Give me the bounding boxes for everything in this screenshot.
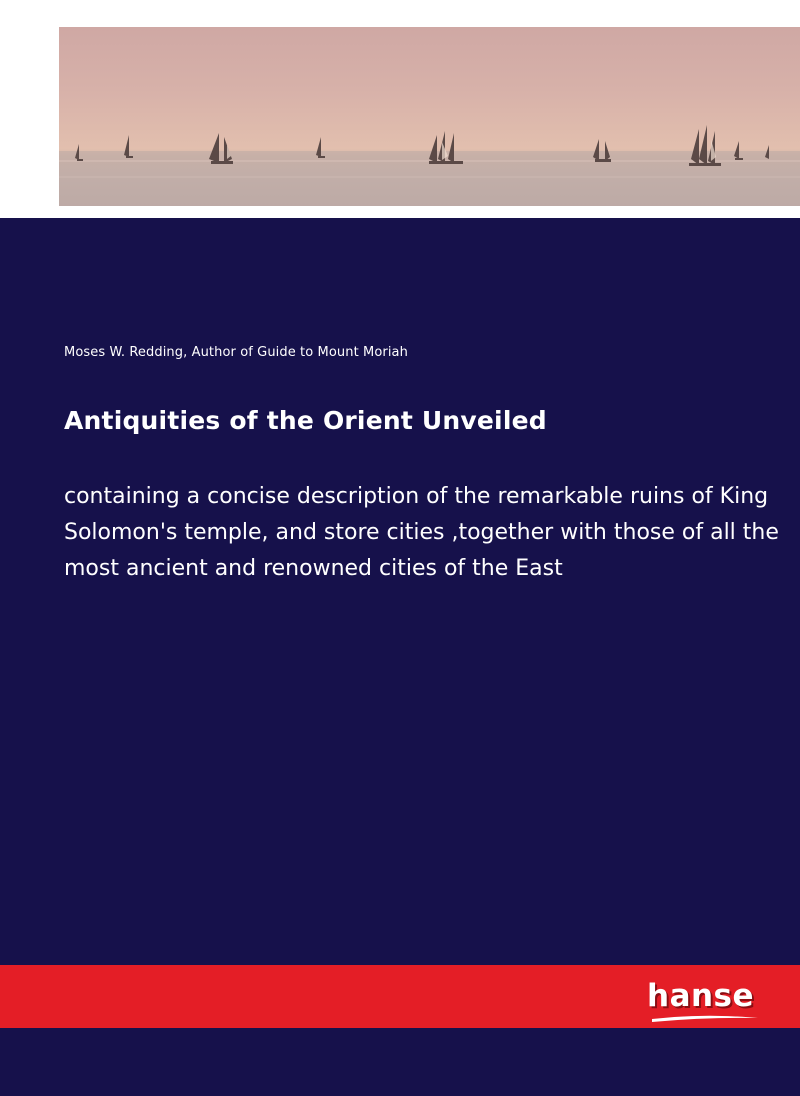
logo-swoosh-icon	[650, 1013, 760, 1023]
cover-photo	[59, 27, 800, 206]
book-subtitle: containing a concise description of the remarkable ruins of King Solomon's temple, and store cities ,together with those of all the most ancient and renowned cities of the East	[64, 484, 779, 581]
book-title: Antiquities of the Orient Unveiled	[64, 406, 547, 435]
publisher-logo: hanse	[647, 978, 755, 1014]
sailing-ships-illustration	[59, 27, 800, 206]
author-line: Moses W. Redding, Author of Guide to Mount Moriah	[64, 345, 408, 360]
